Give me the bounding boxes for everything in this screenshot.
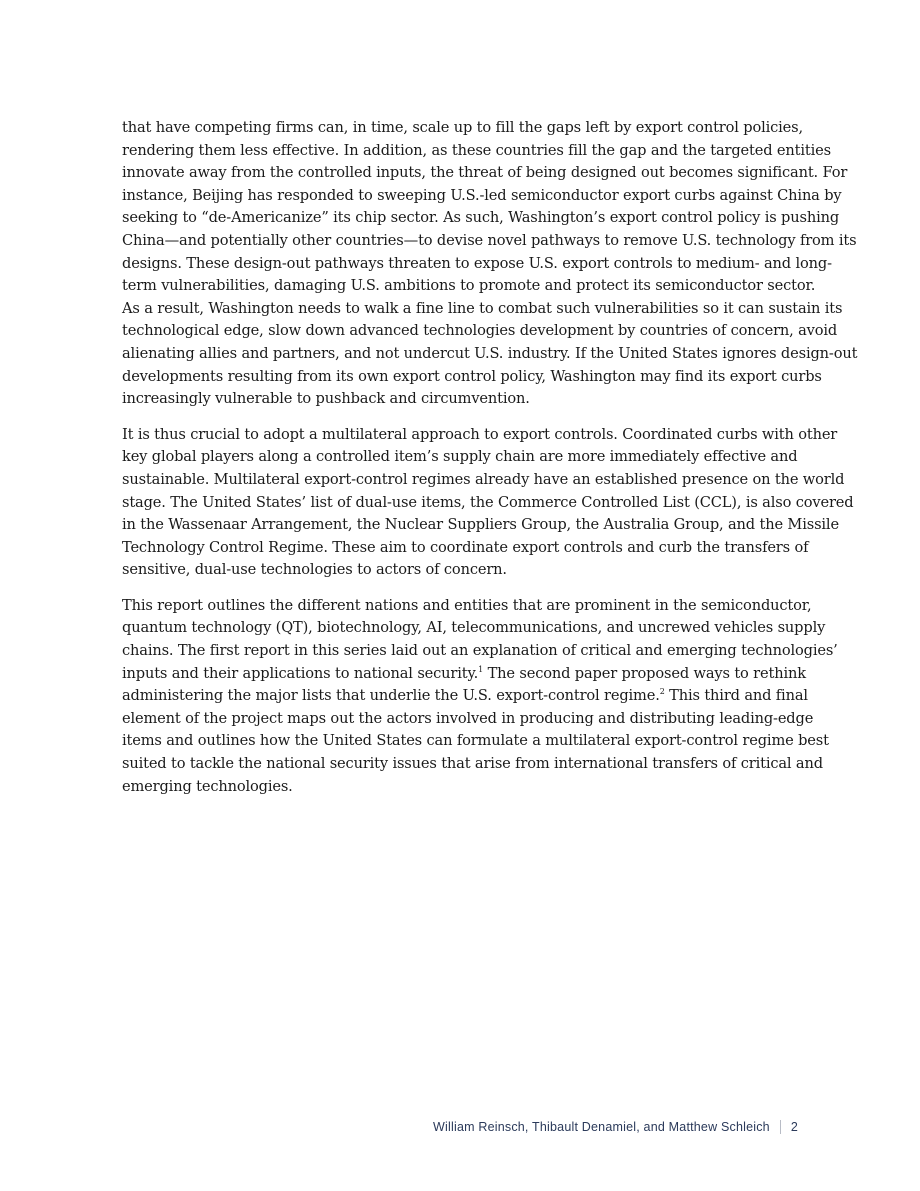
footnote-ref-2[interactable]: 2 [659, 687, 665, 697]
footer-divider [780, 1120, 781, 1134]
paragraph-line: items and outlines how the United States can formulate a multilateral export-control regime best [122, 732, 829, 750]
paragraph-line: quantum technology (QT), biotechnology, AI, telecommunications, and uncrewed vehicles supply [122, 619, 826, 637]
paragraph-line: developments resulting from its own export control policy, Washington may find its export curbs [122, 367, 822, 385]
paragraph-1 [122, 117, 858, 411]
paragraph-3 [122, 595, 838, 798]
paragraph-line: term vulnerabilities, damaging U.S. ambitions to promote and protect its semiconductor sector. [122, 277, 816, 295]
paragraph-line: alienating allies and partners, and not undercut U.S. industry. If the United States ignores design-out [122, 344, 858, 362]
paragraph-line: key global players along a controlled item’s supply chain are more immediately effective and [122, 448, 798, 466]
footnote-ref-1[interactable]: 1 [478, 664, 484, 674]
paragraph-line: instance, Beijing has responded to sweeping U.S.-led semiconductor export curbs against China by [122, 186, 842, 204]
paragraph-line: designs. These design-out pathways threaten to expose U.S. export controls to medium- and long- [122, 254, 832, 272]
paragraph-line: element of the project maps out the actors involved in producing and distributing leading-edge [122, 709, 814, 727]
paragraph-line: in the Wassenaar Arrangement, the Nuclear Suppliers Group, the Australia Group, and the Missile [122, 516, 839, 534]
paragraph-line: stage. The United States’ list of dual-use items, the Commerce Controlled List (CCL), is also covered [122, 493, 854, 511]
paragraph-line: As a result, Washington needs to walk a fine line to combat such vulnerabilities so it can sustain its [122, 299, 843, 317]
body-text [122, 117, 858, 811]
page-number: 2 [790, 1120, 798, 1134]
paragraph-line: seeking to “de-Americanize” its chip sector. As such, Washington’s export control policy is pushing [122, 209, 840, 227]
paragraph-text: inputs and their applications to national security. [122, 664, 479, 682]
paragraph-line: China—and potentially other countries—to devise novel pathways to remove U.S. technology from its [122, 231, 857, 249]
paragraph-line: This report outlines the different nations and entities that are prominent in the semiconductor, [122, 596, 812, 614]
paragraph-text: This third and final [664, 687, 808, 705]
paragraph-line: It is thus crucial to adopt a multilateral approach to export controls. Coordinated curbs with other [122, 425, 838, 443]
paragraph-line: innovate away from the controlled inputs, the threat of being designed out becomes significant. For [122, 164, 848, 182]
paragraph-line: that have competing firms can, in time, scale up to fill the gaps left by export control policies, [122, 119, 803, 136]
page-footer [433, 1120, 798, 1134]
paragraph-line: sustainable. Multilateral export-control regimes already have an established presence on the world [122, 470, 845, 488]
paragraph-line: sensitive, dual-use technologies to actors of concern. [122, 561, 507, 579]
paragraph-text: The second paper proposed ways to rethink [483, 664, 806, 682]
paragraph-line: increasingly vulnerable to pushback and circumvention. [122, 390, 530, 408]
paragraph-line: emerging technologies. [122, 777, 293, 795]
paragraph-line [122, 663, 806, 686]
paragraph-2 [122, 424, 854, 582]
paragraph-line: technological edge, slow down advanced technologies development by countries of concern, avoid [122, 322, 838, 340]
paragraph-text: administering the major lists that underlie the U.S. export-control regime. [122, 687, 660, 705]
paragraph-line: suited to tackle the national security issues that arise from international transfers of critical and [122, 755, 823, 773]
paragraph-line: rendering them less effective. In addition, as these countries fill the gap and the targeted entities [122, 141, 831, 159]
footer-authors: William Reinsch, Thibault Denamiel, and Matthew Schleich [433, 1120, 770, 1134]
paragraph-line [122, 685, 808, 708]
paragraph-line: chains. The first report in this series laid out an explanation of critical and emerging technologies’ [122, 642, 838, 660]
paragraph-line: Technology Control Regime. These aim to coordinate export controls and curb the transfers of [122, 538, 809, 556]
